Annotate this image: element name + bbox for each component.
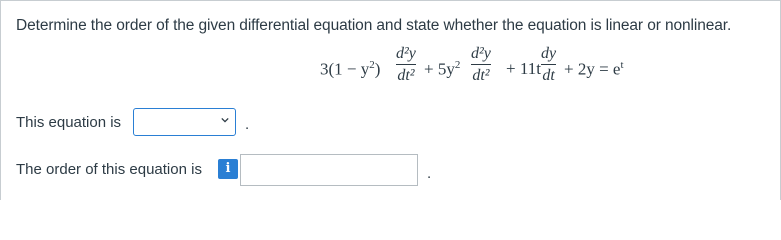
equation-term3: + 11t: [506, 59, 541, 78]
question-prompt: Determine the order of the given differential equation and state whether the equation is linear or nonlinear.: [16, 17, 732, 34]
fraction-d2y-dt2-first: d²y dt²: [396, 45, 416, 84]
info-icon[interactable]: i: [218, 159, 238, 179]
order-label: The order of this equation is: [16, 161, 202, 178]
fraction-d2y-dt2-second: d²y dt²: [471, 45, 491, 84]
order-period: .: [427, 165, 432, 182]
fraction-dy-dt: dy dt: [541, 45, 557, 84]
linearity-select[interactable]: [133, 108, 236, 136]
linearity-period: .: [245, 116, 250, 133]
order-input[interactable]: [240, 154, 418, 186]
equation-term2: + $5y^2$: [424, 59, 461, 79]
linearity-label: This equation is: [16, 114, 122, 131]
equation-term1: $3(1 - y^2)$: [320, 59, 381, 79]
equation-term4: + $2y = e^t$: [564, 59, 624, 79]
chevron-down-icon: [221, 116, 229, 124]
